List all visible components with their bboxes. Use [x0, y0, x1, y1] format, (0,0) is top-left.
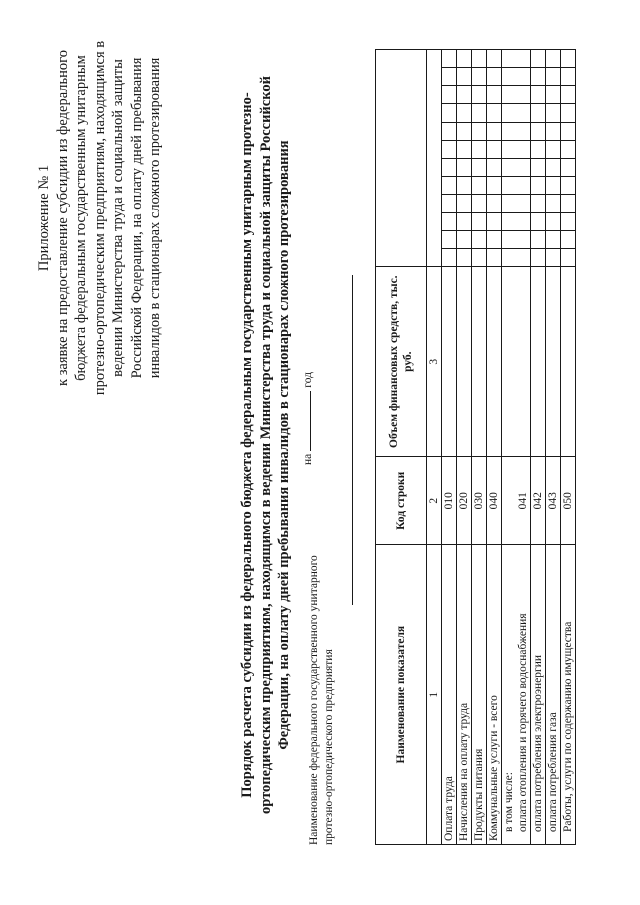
row-extra-cell [546, 158, 561, 176]
row-extra-cell [502, 231, 531, 249]
row-extra-cell [487, 231, 502, 249]
row-extra-cell [546, 176, 561, 194]
row-extra-cell [561, 249, 576, 267]
row-extra-cell [546, 194, 561, 212]
row-extra-cell [561, 140, 576, 158]
row-extra-cell [546, 231, 561, 249]
row-extra-cell [442, 68, 457, 86]
row-extra-cell [487, 50, 502, 68]
column-number: 3 [427, 267, 442, 457]
row-extra-cell [531, 86, 546, 104]
row-extra-cell [546, 140, 561, 158]
row-extra-cell [457, 86, 472, 104]
row-extra-cell [561, 68, 576, 86]
row-extra-cell [561, 50, 576, 68]
period-blank [300, 391, 311, 451]
row-extra-cell [457, 176, 472, 194]
row-extra-cell [442, 231, 457, 249]
period-suffix: год [302, 372, 314, 388]
row-extra-cell [442, 212, 457, 230]
row-extra-cell [531, 231, 546, 249]
row-extra-cell [487, 140, 502, 158]
header-line-code: Код строки [376, 457, 427, 545]
table-row [502, 50, 531, 845]
row-extra-cell [502, 212, 531, 230]
column-number-row [427, 50, 442, 845]
subsidy-table [375, 49, 576, 845]
row-extra-cell [561, 176, 576, 194]
row-line-code: 010 [442, 457, 457, 545]
row-extra-cell [531, 140, 546, 158]
row-extra-cell [472, 212, 487, 230]
row-extra-cell [487, 68, 502, 86]
row-extra-cell [457, 231, 472, 249]
row-extra-cell [546, 122, 561, 140]
row-extra-cell [531, 249, 546, 267]
row-extra-cell [457, 50, 472, 68]
row-extra-cell [546, 86, 561, 104]
row-extra-cell [561, 122, 576, 140]
row-extra-cell [472, 104, 487, 122]
row-extra-cell [502, 158, 531, 176]
appendix-title: Приложение № 1 [36, 164, 52, 272]
table-row [487, 50, 502, 845]
row-extra-cell [561, 104, 576, 122]
row-extra-cell [457, 140, 472, 158]
row-amount-cell[interactable] [561, 267, 576, 457]
row-extra-cell [531, 194, 546, 212]
row-extra-cell [561, 212, 576, 230]
row-extra-cell [487, 86, 502, 104]
row-indicator-name: Коммунальные услуги - всего [487, 545, 502, 845]
row-amount-cell[interactable] [442, 267, 457, 457]
row-extra-cell [487, 104, 502, 122]
row-amount-cell[interactable] [487, 267, 502, 457]
row-line-code: 020 [457, 457, 472, 545]
table-row [457, 50, 472, 845]
row-extra-cell [502, 68, 531, 86]
row-amount-cell[interactable] [531, 267, 546, 457]
row-line-code: 050 [561, 457, 576, 545]
row-extra-cell [502, 194, 531, 212]
row-extra-cell [472, 50, 487, 68]
row-extra-cell [442, 86, 457, 104]
row-amount-cell[interactable] [457, 267, 472, 457]
row-extra-cell [531, 68, 546, 86]
row-extra-cell [487, 158, 502, 176]
row-indicator-name: Начисления на оплату труда [457, 545, 472, 845]
row-extra-cell [502, 122, 531, 140]
row-indicator-name: Оплата труда [442, 545, 457, 845]
row-extra-cell [561, 158, 576, 176]
row-indicator-name: Продукты питания [472, 545, 487, 845]
row-extra-cell [457, 158, 472, 176]
row-amount-cell[interactable] [472, 267, 487, 457]
row-extra-cell [531, 122, 546, 140]
row-extra-cell [531, 176, 546, 194]
organization-label-block [307, 515, 337, 845]
table-row [531, 50, 546, 845]
row-extra-cell [457, 122, 472, 140]
row-indicator-name: Работы, услуги по содержанию имущества [561, 545, 576, 845]
row-extra-cell [472, 176, 487, 194]
row-line-code: 042 [531, 457, 546, 545]
row-extra-cell [442, 194, 457, 212]
row-line-code: 041 [502, 457, 531, 545]
row-extra-cell [472, 158, 487, 176]
row-extra-cell [472, 231, 487, 249]
row-extra-cell [442, 104, 457, 122]
table-row [561, 50, 576, 845]
row-extra-cell [487, 176, 502, 194]
row-extra-cell [546, 104, 561, 122]
row-extra-cell [502, 140, 531, 158]
row-extra-cell [546, 68, 561, 86]
row-line-code: 043 [546, 457, 561, 545]
column-number: 2 [427, 457, 442, 545]
row-extra-cell [487, 194, 502, 212]
row-extra-cell [546, 212, 561, 230]
row-extra-cell [442, 249, 457, 267]
row-extra-cell [487, 212, 502, 230]
period-line [300, 372, 314, 465]
row-extra-cell [442, 122, 457, 140]
row-extra-cell [487, 249, 502, 267]
organization-label: Наименование федерального государственного унитарного протезно-ортопедического предприятия [308, 555, 335, 845]
header-amount: Объем финансовых средств, тыс. руб. [376, 267, 427, 457]
row-extra-cell [472, 249, 487, 267]
organization-name-line [352, 275, 353, 605]
appendix-description: к заявке на предоставление субсидии из федерального бюджета федеральным государственным унитарным протезно-ортопедическим предприятиям, находящимся в ведении Министерства труда и социальной защиты Российской Федерации, на оплату дней пребывания инвалидов в стационарах сложного протезирования [54, 40, 163, 396]
row-extra-cell [531, 212, 546, 230]
header-indicator: Наименование показателя [376, 545, 427, 845]
row-extra-cell [487, 122, 502, 140]
row-extra-cell [442, 176, 457, 194]
row-extra-cell [531, 50, 546, 68]
row-indicator-name: в том числе: оплата отопления и горячего водоснабжения [502, 545, 531, 845]
row-extra-cell [457, 249, 472, 267]
row-extra-cell [502, 176, 531, 194]
row-extra-cell [531, 158, 546, 176]
row-extra-cell [472, 86, 487, 104]
document-title: Порядок расчета субсидии из федерального бюджета федеральным государственным унитарным протезно-ортопедическим предприятиям, находящимся в ведении Министерства труда и социальной защиты Российской Федерации, на оплату дней пребывания инвалидов в стационарах сложного протезирования [239, 76, 292, 814]
row-extra-cell [546, 249, 561, 267]
row-extra-cell [561, 86, 576, 104]
period-prefix: на [302, 453, 314, 465]
row-extra-cell [502, 50, 531, 68]
row-extra-cell [561, 194, 576, 212]
row-extra-cell [502, 86, 531, 104]
appendix-block [35, 28, 165, 408]
row-extra-cell [502, 104, 531, 122]
row-extra-cell [561, 231, 576, 249]
row-line-code: 040 [487, 457, 502, 545]
table-row [546, 50, 561, 845]
row-extra-cell [531, 104, 546, 122]
row-line-code: 030 [472, 457, 487, 545]
row-extra-cell [457, 194, 472, 212]
row-extra-cell [472, 122, 487, 140]
row-extra-cell [442, 158, 457, 176]
row-extra-cell [442, 50, 457, 68]
row-extra-cell [502, 249, 531, 267]
row-extra-cell [472, 140, 487, 158]
header-extra [376, 50, 427, 267]
row-indicator-name: оплата потребления электроэнергии [531, 545, 546, 845]
row-extra-cell [472, 194, 487, 212]
row-indicator-name: оплата потребления газа [546, 545, 561, 845]
column-number-extra [427, 50, 442, 267]
row-amount-cell[interactable] [502, 267, 531, 457]
row-extra-cell [472, 68, 487, 86]
table-row [442, 50, 457, 845]
row-extra-cell [457, 68, 472, 86]
row-extra-cell [457, 104, 472, 122]
column-number: 1 [427, 545, 442, 845]
row-amount-cell[interactable] [546, 267, 561, 457]
table-header-row [376, 50, 427, 845]
row-extra-cell [442, 140, 457, 158]
row-extra-cell [457, 212, 472, 230]
row-extra-cell [546, 50, 561, 68]
table-row [472, 50, 487, 845]
